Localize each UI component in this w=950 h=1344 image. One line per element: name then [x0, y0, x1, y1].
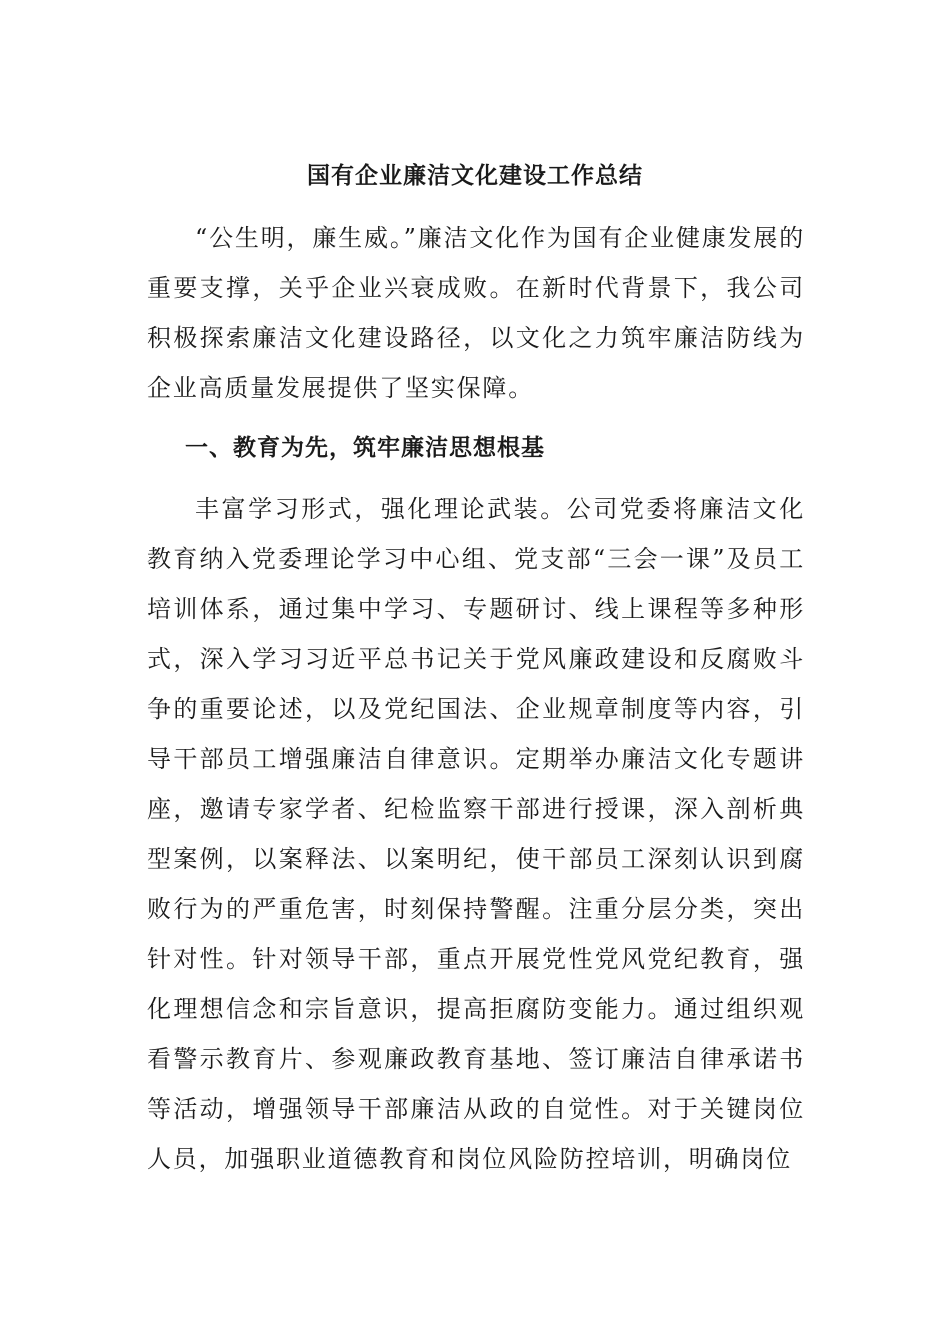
document-title: 国有企业廉洁文化建设工作总结 — [307, 162, 643, 189]
section-heading: 一、教育为先，筑牢廉洁思想根基 — [185, 434, 545, 461]
section-body-paragraph: 丰富学习形式，强化理论武装。公司党委将廉洁文化教育纳入党委理论学习中心组、党支部“三会一课”及员工培训体系，通过集中学习、专题研讨、线上课程等多种形式，深入学习习近平总书记关于党风廉政建设和反腐败斗争的重要论述，以及党纪国法、企业规章制度等内容，引导干部员工增强廉洁自律意识。定期举办廉洁文化专题讲座，邀请专家学者、纪检监察干部进行授课，深入剖析典型案例，以案释法、以案明纪，使干部员工深刻认识到腐败行为的严重危害，时刻保持警醒。注重分层分类，突出针对性。针对领导干部，重点开展党性党风党纪教育，强化理想信念和宗旨意识，提高拒腐防变能力。通过组织观看警示教育片、参观廉政教育基地、签订廉洁自律承诺书等活动，增强领导干部廉洁从政的自觉性。对于关键岗位人员，加强职业道德教育和岗位风险防控培训，明确岗位 — [147, 495, 805, 1173]
intro-paragraph: “公生明，廉生威。”廉洁文化作为国有企业健康发展的重要支撑，关乎企业兴衰成败。在新时代背景下，我公司积极探索廉洁文化建设路径，以文化之力筑牢廉洁防线为企业高质量发展提供了坚实保障。 — [147, 224, 805, 402]
